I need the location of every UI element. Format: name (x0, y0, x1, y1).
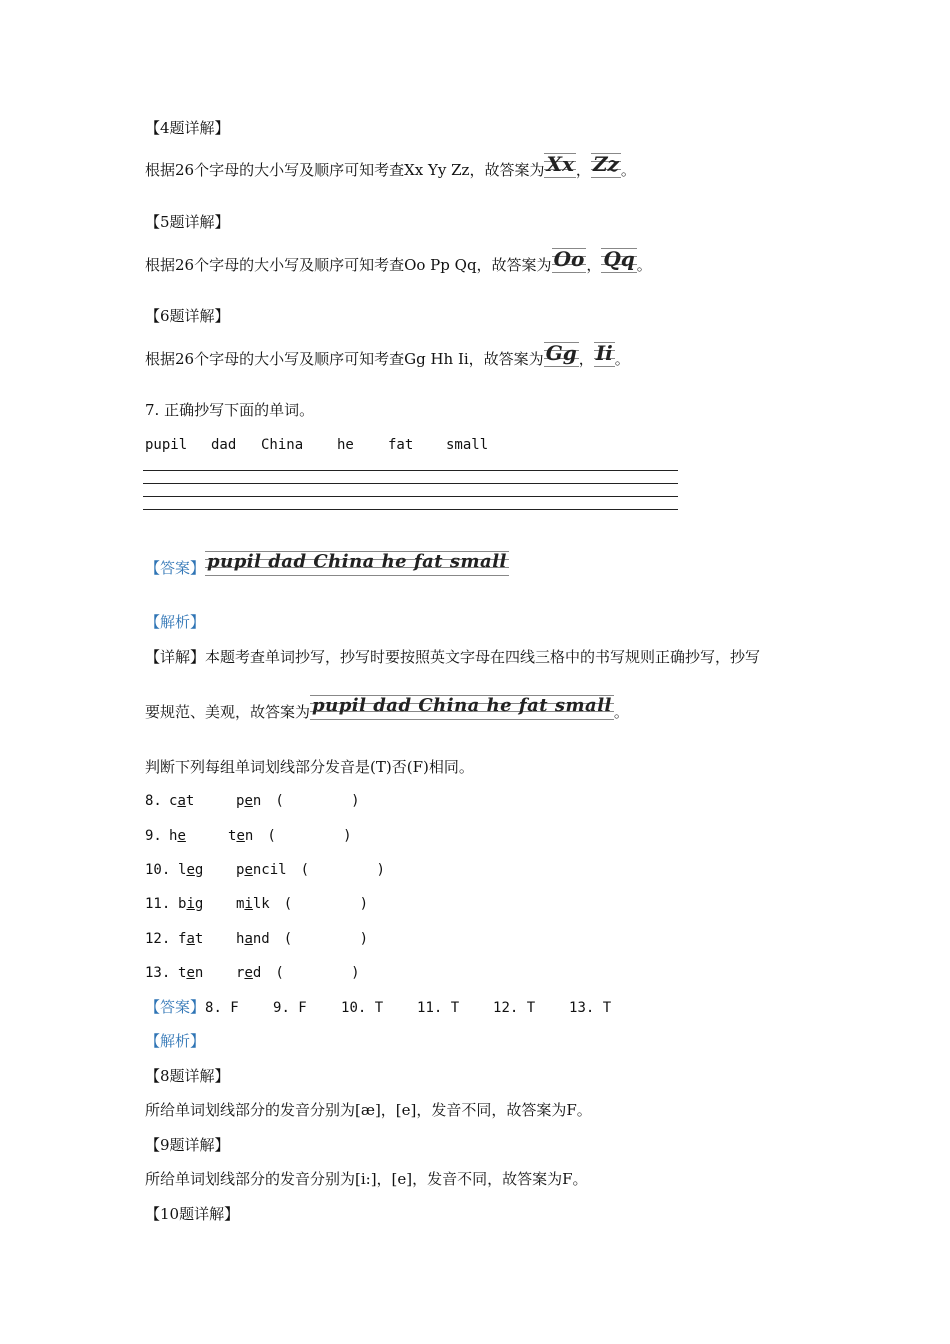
judge-word-2 (236, 929, 270, 949)
q4-heading: 【4题详解】 (145, 119, 230, 137)
q10-heading: 【10题详解】 (145, 1205, 240, 1223)
q7-answer-handwriting: pupil dad China he fat small (205, 548, 509, 578)
q5-heading: 【5题详解】 (145, 213, 230, 231)
word-part: g (194, 862, 204, 878)
judge-item-number: 10. (145, 862, 171, 878)
judge-item-number: 9. (145, 828, 162, 844)
q7-detail-end: 。 (613, 703, 629, 721)
judge-item (145, 826, 352, 846)
q7-detail-answer-handwriting: pupil dad China he fat small (310, 692, 614, 722)
q7-word: small (446, 437, 489, 453)
q7-detail-label: 【详解】 (145, 648, 206, 666)
underlined-letter: e (186, 965, 195, 981)
underlined-letter: e (177, 828, 186, 844)
judge-answer-row (145, 997, 611, 1018)
word-part: nd (252, 931, 270, 947)
judge-item-number: 11. (145, 896, 171, 912)
judge-item-number: 8. (145, 793, 162, 809)
q7-word: dad (211, 437, 237, 453)
q7-detail-text-2: 要规范、美观，故答案为 (145, 703, 311, 721)
answer-blank[interactable]: ( ) (283, 931, 369, 947)
underlined-letter: e (186, 862, 195, 878)
q4-answer-2: Zz (591, 150, 621, 180)
judge-item (145, 860, 385, 880)
q7-word: pupil (145, 437, 188, 453)
writing-line (143, 470, 678, 471)
judge-word-1 (178, 963, 236, 983)
word-part: ncil (252, 862, 287, 878)
underlined-letter: e (244, 793, 253, 809)
word-part: n (244, 828, 254, 844)
q9-heading: 【9题详解】 (145, 1136, 230, 1154)
writing-line (143, 483, 678, 484)
writing-line (143, 496, 678, 497)
judge-item (145, 963, 360, 983)
q6-explanation (145, 339, 630, 369)
q7-word: fat (388, 437, 414, 453)
judge-answer: 9. F (273, 1000, 307, 1016)
judge-word-2 (236, 963, 261, 983)
word-part: h (236, 931, 245, 947)
judge-answer: 10. T (341, 1000, 384, 1016)
word-part: t (194, 931, 204, 947)
underlined-letter: e (236, 828, 245, 844)
word-part: b (178, 896, 187, 912)
judge-item (145, 791, 360, 811)
judge-answer: 8. F (205, 1000, 239, 1016)
underlined-letter: e (244, 965, 253, 981)
judge-word-1 (178, 860, 236, 880)
judge-item-number: 12. (145, 931, 171, 947)
judge-analysis-label: 【解析】 (145, 1032, 206, 1050)
q7-detail-line-2 (145, 692, 629, 722)
answer-blank[interactable]: ( ) (267, 828, 352, 844)
q5-answer-2: Qq (601, 245, 636, 275)
q6-heading: 【6题详解】 (145, 307, 230, 325)
word-part: c (169, 793, 178, 809)
q4-end: 。 (620, 161, 636, 179)
underlined-letter: a (244, 931, 253, 947)
q7-word-list (145, 435, 488, 455)
answer-blank[interactable]: ( ) (300, 862, 385, 878)
judge-item (145, 894, 368, 914)
underlined-letter: i (244, 896, 253, 912)
judge-word-2 (236, 894, 270, 914)
underlined-letter: i (186, 896, 195, 912)
word-part: t (185, 793, 195, 809)
word-part: h (169, 828, 178, 844)
q6-end: 。 (614, 350, 630, 368)
q6-answer-1: Gg (544, 339, 579, 369)
q8-heading: 【8题详解】 (145, 1067, 230, 1085)
answer-blank[interactable]: ( ) (275, 965, 360, 981)
judge-word-1 (169, 826, 228, 846)
word-part: l (178, 862, 187, 878)
q5-answer-1: Oo (552, 245, 587, 275)
word-part: g (194, 896, 204, 912)
judge-item (145, 929, 368, 949)
q6-answer-2: Ii (594, 339, 615, 369)
word-part: m (236, 896, 245, 912)
judge-word-2 (236, 791, 261, 811)
q5-sep: ， (586, 256, 602, 274)
underlined-letter: e (244, 862, 253, 878)
answer-blank[interactable]: ( ) (275, 793, 360, 809)
q6-sep: ， (578, 350, 594, 368)
judge-item-number: 13. (145, 965, 171, 981)
judge-word-2 (236, 860, 287, 880)
word-part: t (228, 828, 237, 844)
q7-detail-text-1: 本题考查单词抄写，抄写时要按照英文字母在四线三格中的书写规则正确抄写，抄写 (205, 648, 761, 666)
q7-answer-row (145, 548, 509, 578)
word-part: r (236, 965, 245, 981)
q7-title: 7. 正确抄写下面的单词。 (145, 401, 315, 419)
q7-detail-line-1 (145, 647, 760, 667)
judge-instruction: 判断下列每组单词划线部分发音是(T)否(F)相同。 (145, 758, 474, 776)
word-part: f (178, 931, 187, 947)
q5-explanation (145, 245, 652, 275)
q7-analysis-label: 【解析】 (145, 613, 206, 631)
q5-text: 根据26个字母的大小写及顺序可知考查Oo Pp Qq，故答案为 (145, 256, 552, 274)
judge-answer: 13. T (569, 1000, 612, 1016)
q4-text: 根据26个字母的大小写及顺序可知考查Xx Yy Zz，故答案为 (145, 161, 545, 179)
word-part: d (252, 965, 262, 981)
word-part: n (194, 965, 204, 981)
word-part: n (252, 793, 262, 809)
q8-text: 所给单词划线部分的发音分别为[æ]，[e]，发音不同，故答案为F。 (145, 1101, 592, 1119)
underlined-letter: a (186, 931, 195, 947)
q7-answer-label: 【答案】 (145, 559, 206, 577)
word-part: lk (252, 896, 270, 912)
judge-word-1 (169, 791, 236, 811)
word-part: p (236, 862, 245, 878)
q7-word: China (261, 437, 304, 453)
word-part: p (236, 793, 245, 809)
word-part: t (178, 965, 187, 981)
judge-answer: 12. T (493, 1000, 536, 1016)
judge-word-1 (178, 929, 236, 949)
judge-answer-label: 【答案】 (145, 998, 206, 1016)
writing-line (143, 509, 678, 510)
q4-sep: ， (575, 161, 591, 179)
answer-blank[interactable]: ( ) (283, 896, 369, 912)
judge-answer: 11. T (417, 1000, 460, 1016)
judge-word-1 (178, 894, 236, 914)
q9-text: 所给单词划线部分的发音分别为[i:]，[e]，发音不同，故答案为F。 (145, 1170, 588, 1188)
q6-text: 根据26个字母的大小写及顺序可知考查Gg Hh Ii，故答案为 (145, 350, 544, 368)
q7-word: he (337, 437, 354, 453)
q5-end: 。 (636, 256, 652, 274)
judge-word-2 (228, 826, 253, 846)
q4-explanation (145, 150, 636, 180)
q4-answer-1: Xx (544, 150, 575, 180)
underlined-letter: a (177, 793, 186, 809)
